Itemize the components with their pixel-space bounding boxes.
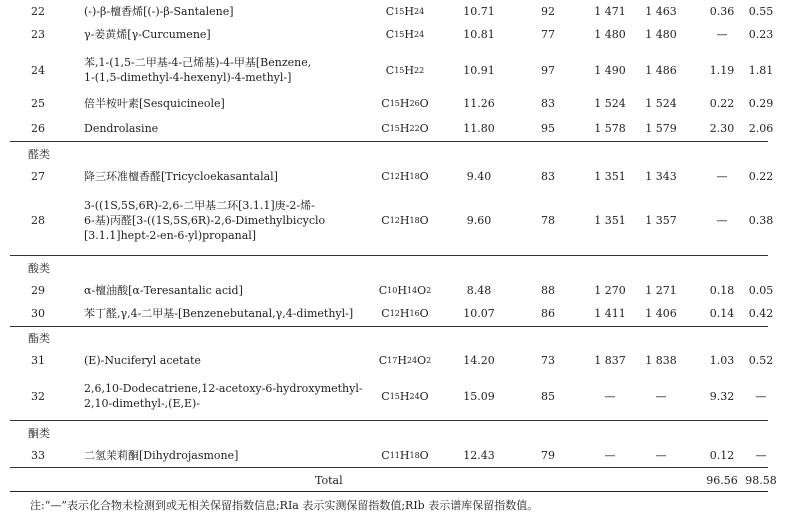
percent-sample-1: 9.32 bbox=[709, 389, 735, 403]
retention-time: 14.20 bbox=[463, 353, 495, 367]
table-row bbox=[10, 446, 768, 464]
retention-time: 10.71 bbox=[463, 4, 495, 18]
ri-measured: 1 351 bbox=[594, 169, 626, 183]
percent-sample-2: 0.38 bbox=[748, 213, 774, 227]
ri-library: 1 486 bbox=[645, 63, 677, 77]
category-label: 酯类 bbox=[28, 332, 50, 345]
percent-sample-1: 2.30 bbox=[709, 121, 735, 135]
formula: C 15 H 24 O bbox=[381, 389, 429, 403]
ri-library: 1 579 bbox=[645, 121, 677, 135]
percent-sample-2: 1.81 bbox=[748, 63, 774, 77]
retention-time: 9.40 bbox=[466, 169, 492, 183]
table-row bbox=[10, 51, 774, 89]
section-divider bbox=[10, 467, 768, 468]
compound-name: α-檀油酸[α-Teresantalic acid] bbox=[84, 283, 243, 297]
category-label: 酮类 bbox=[28, 427, 50, 440]
match-factor: 73 bbox=[541, 353, 555, 367]
table-row bbox=[10, 304, 774, 322]
ri-measured: 1 351 bbox=[594, 213, 626, 227]
formula: C 15 H 22 bbox=[385, 63, 425, 77]
total-row bbox=[10, 471, 777, 489]
percent-sample-1: 0.36 bbox=[709, 4, 735, 18]
section-divider bbox=[10, 326, 768, 327]
section-divider bbox=[10, 255, 768, 256]
section-divider bbox=[10, 420, 768, 421]
retention-time: 11.80 bbox=[463, 121, 495, 135]
ri-library: — bbox=[655, 389, 667, 403]
ri-library: 1 480 bbox=[645, 27, 677, 41]
percent-sample-1: — bbox=[716, 169, 728, 183]
ri-library: — bbox=[655, 448, 667, 462]
percent-sample-2: — bbox=[755, 448, 767, 462]
ri-measured: 1 411 bbox=[594, 306, 626, 320]
compound-name bbox=[84, 51, 369, 89]
match-factor: 79 bbox=[541, 448, 555, 462]
compound-name: Dendrolasine bbox=[84, 121, 159, 135]
ri-measured: — bbox=[604, 389, 616, 403]
ri-measured: 1 471 bbox=[594, 4, 626, 18]
row-number: 32 bbox=[31, 389, 45, 403]
total-sample-1: 96.56 bbox=[706, 473, 738, 487]
table-row bbox=[10, 2, 774, 20]
compound-name-line: 苯,1-(1,5-二甲基-4-己烯基)-4-甲基[Benzene, bbox=[84, 56, 312, 69]
formula: C 11 H 18 O bbox=[381, 448, 429, 462]
row-number: 26 bbox=[31, 121, 45, 135]
row-number: 27 bbox=[31, 169, 45, 183]
compound-name: 苯丁醛,γ,4-二甲基-[Benzenebutanal,γ,4-dimethyl-] bbox=[84, 306, 354, 320]
total-label: Total bbox=[315, 473, 343, 487]
ri-measured: 1 837 bbox=[594, 353, 626, 367]
formula: C 15 H 24 bbox=[385, 27, 425, 41]
formula: C 17 H 24 O 2 bbox=[378, 353, 432, 367]
formula: C 12 H 16 O bbox=[381, 306, 429, 320]
category-label: 酸类 bbox=[28, 262, 50, 275]
compound-name-line: 6-基)丙醛[3-((1S,5S,6R)-2,6-Dimethylbicyclo bbox=[84, 213, 326, 227]
percent-sample-2: 2.06 bbox=[748, 121, 774, 135]
percent-sample-2: 0.52 bbox=[748, 353, 774, 367]
ri-library: 1 357 bbox=[645, 213, 677, 227]
percent-sample-2: 0.22 bbox=[748, 169, 774, 183]
ri-measured: — bbox=[604, 448, 616, 462]
compound-name: 倍半桉叶素[Sesquicineole] bbox=[84, 96, 225, 110]
table-row bbox=[10, 94, 774, 112]
ri-measured: 1 480 bbox=[594, 27, 626, 41]
retention-time: 10.81 bbox=[463, 27, 495, 41]
table-row bbox=[10, 377, 768, 415]
ri-library: 1 838 bbox=[645, 353, 677, 367]
row-number: 29 bbox=[31, 283, 45, 297]
percent-sample-2: — bbox=[755, 389, 767, 403]
section-divider bbox=[10, 141, 768, 142]
percent-sample-1: 0.22 bbox=[709, 96, 735, 110]
percent-sample-1: — bbox=[716, 213, 728, 227]
match-factor: 83 bbox=[541, 96, 555, 110]
formula: C 10 H 14 O 2 bbox=[378, 283, 432, 297]
ri-library: 1 524 bbox=[645, 96, 677, 110]
retention-time: 10.07 bbox=[463, 306, 495, 320]
ri-library: 1 271 bbox=[645, 283, 677, 297]
percent-sample-2: 0.29 bbox=[748, 96, 774, 110]
retention-time: 11.26 bbox=[463, 96, 495, 110]
category-label: 醛类 bbox=[28, 148, 50, 161]
percent-sample-2: 0.55 bbox=[748, 4, 774, 18]
match-factor: 92 bbox=[541, 4, 555, 18]
row-number: 24 bbox=[31, 63, 45, 77]
match-factor: 95 bbox=[541, 121, 555, 135]
percent-sample-1: 1.03 bbox=[709, 353, 735, 367]
compound-name: 降三环准檀香醛[Tricycloekasantalal] bbox=[84, 169, 278, 183]
row-number: 33 bbox=[31, 448, 45, 462]
percent-sample-1: 1.19 bbox=[709, 63, 735, 77]
percent-sample-1: 0.14 bbox=[709, 306, 735, 320]
compound-name-line: 1-(1,5-dimethyl-4-hexenyl)-4-methyl-] bbox=[84, 71, 292, 84]
ri-measured: 1 490 bbox=[594, 63, 626, 77]
match-factor: 88 bbox=[541, 283, 555, 297]
compound-name-line: [3.1.1]hept-2-en-6-yl)propanal] bbox=[84, 228, 257, 242]
table-row bbox=[10, 119, 774, 137]
row-number: 22 bbox=[31, 4, 45, 18]
row-number: 31 bbox=[31, 353, 45, 367]
match-factor: 78 bbox=[541, 213, 555, 227]
table-row bbox=[10, 351, 774, 369]
retention-time: 8.48 bbox=[466, 283, 492, 297]
total-sample-2: 98.58 bbox=[745, 473, 777, 487]
percent-sample-2: 0.05 bbox=[748, 283, 774, 297]
compound-name bbox=[84, 377, 369, 415]
retention-time: 15.09 bbox=[463, 389, 495, 403]
compound-name: (-)-β-檀香烯[(-)-β-Santalene] bbox=[84, 4, 234, 18]
compound-name: γ-姜黄烯[γ-Curcumene] bbox=[84, 27, 211, 41]
match-factor: 77 bbox=[541, 27, 555, 41]
ri-library: 1 406 bbox=[645, 306, 677, 320]
row-number: 28 bbox=[31, 213, 45, 227]
table-footnote: 注:“—”表示化合物未检测到或无相关保留指数信息;RIa 表示实测保留指数值;RIb 表示谱库保留指数值。 bbox=[30, 499, 539, 512]
retention-time: 10.91 bbox=[463, 63, 495, 77]
compound-name: (E)-Nuciferyl acetate bbox=[84, 353, 201, 367]
percent-sample-1: 0.12 bbox=[709, 448, 735, 462]
retention-time: 9.60 bbox=[466, 213, 492, 227]
retention-time: 12.43 bbox=[463, 448, 495, 462]
match-factor: 97 bbox=[541, 63, 555, 77]
table-bottom-rule bbox=[10, 491, 768, 492]
formula: C 12 H 18 O bbox=[381, 213, 429, 227]
table-row bbox=[10, 167, 774, 185]
compound-name bbox=[84, 192, 369, 248]
ri-measured: 1 578 bbox=[594, 121, 626, 135]
ri-measured: 1 524 bbox=[594, 96, 626, 110]
ri-library: 1 463 bbox=[645, 4, 677, 18]
percent-sample-1: 0.18 bbox=[709, 283, 735, 297]
match-factor: 86 bbox=[541, 306, 555, 320]
formula: C 15 H 26 O bbox=[381, 96, 429, 110]
row-number: 30 bbox=[31, 306, 45, 320]
table-row bbox=[10, 281, 774, 299]
percent-sample-2: 0.23 bbox=[748, 27, 774, 41]
compound-name-line: 2,10-dimethyl-,(E,E)- bbox=[84, 397, 201, 410]
match-factor: 83 bbox=[541, 169, 555, 183]
table-row bbox=[10, 192, 774, 248]
ri-measured: 1 270 bbox=[594, 283, 626, 297]
formula: C 15 H 22 O bbox=[381, 121, 429, 135]
table-row bbox=[10, 25, 774, 43]
ri-library: 1 343 bbox=[645, 169, 677, 183]
percent-sample-1: — bbox=[716, 27, 728, 41]
row-number: 25 bbox=[31, 96, 45, 110]
compound-name-line: 2,6,10-Dodecatriene,12-acetoxy-6-hydroxymethyl- bbox=[84, 382, 363, 395]
match-factor: 85 bbox=[541, 389, 555, 403]
formula: C 12 H 18 O bbox=[381, 169, 429, 183]
formula: C 15 H 24 bbox=[385, 4, 425, 18]
compound-name-line: 3-((1S,5S,6R)-2,6-二甲基二环[3.1.1]庚-2-烯- bbox=[84, 198, 315, 212]
row-number: 23 bbox=[31, 27, 45, 41]
percent-sample-2: 0.42 bbox=[748, 306, 774, 320]
compound-name: 二氢茉莉酮[Dihydrojasmone] bbox=[84, 448, 239, 462]
